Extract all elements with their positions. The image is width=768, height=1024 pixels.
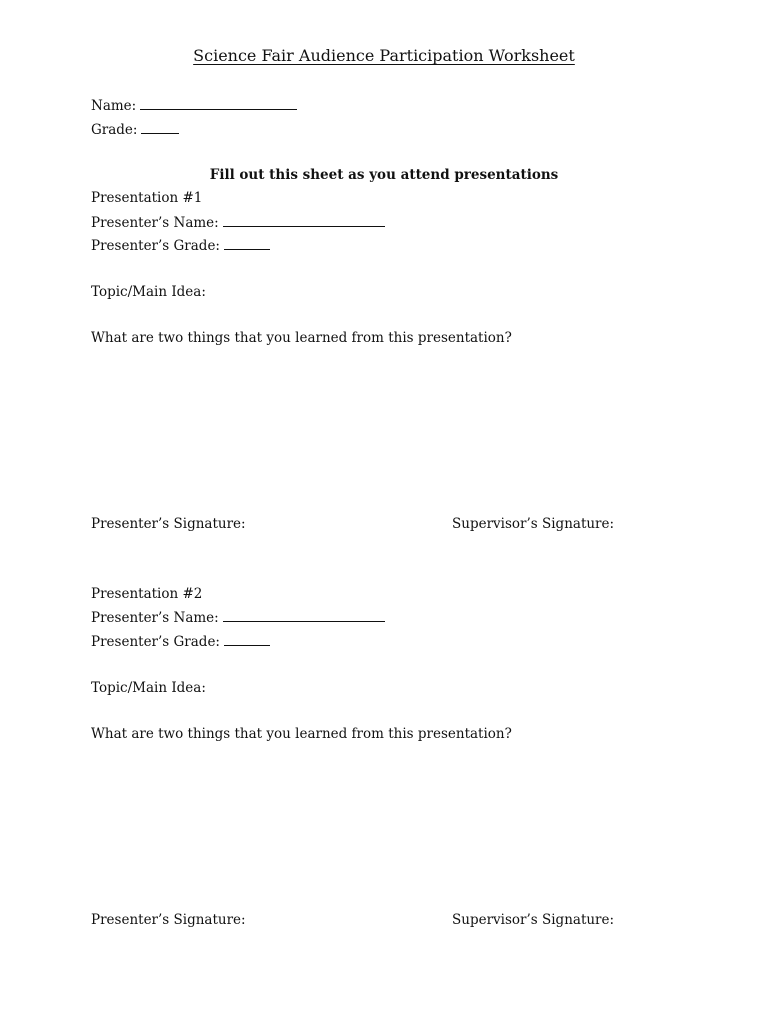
presentation-1-grade-row xyxy=(91,237,270,254)
student-name-label: Name: xyxy=(91,98,137,114)
presenter-grade-blank[interactable] xyxy=(224,633,270,646)
presentation-1-heading: Presentation #1 xyxy=(91,190,203,206)
student-name-blank[interactable] xyxy=(140,97,297,110)
presenter-grade-blank[interactable] xyxy=(224,237,270,250)
student-grade-label: Grade: xyxy=(91,122,138,138)
presentation-1-presenter-signature: Presenter’s Signature: xyxy=(91,516,246,532)
student-grade-row xyxy=(91,121,179,138)
student-grade-blank[interactable] xyxy=(141,121,179,134)
presentation-2-supervisor-signature: Supervisor’s Signature: xyxy=(452,912,615,928)
presentation-2-topic-label: Topic/Main Idea: xyxy=(91,680,206,696)
presentation-1-question: What are two things that you learned from this presentation? xyxy=(91,330,512,346)
presenter-grade-label: Presenter’s Grade: xyxy=(91,634,220,650)
presenter-name-blank[interactable] xyxy=(223,609,385,622)
presentation-2-grade-row xyxy=(91,633,270,650)
presentation-1-name-row xyxy=(91,214,385,231)
presenter-grade-label: Presenter’s Grade: xyxy=(91,238,220,254)
presentation-1-topic-label: Topic/Main Idea: xyxy=(91,284,206,300)
presentation-2-presenter-signature: Presenter’s Signature: xyxy=(91,912,246,928)
presenter-name-label: Presenter’s Name: xyxy=(91,215,219,231)
presentation-2-name-row xyxy=(91,609,385,626)
presenter-name-blank[interactable] xyxy=(223,214,385,227)
student-name-row xyxy=(91,97,297,114)
presentation-2-question: What are two things that you learned from this presentation? xyxy=(91,726,512,742)
presentation-2-heading: Presentation #2 xyxy=(91,586,203,602)
instructions: Fill out this sheet as you attend presentations xyxy=(209,167,559,183)
presenter-name-label: Presenter’s Name: xyxy=(91,610,219,626)
page-title: Science Fair Audience Participation Worksheet xyxy=(193,46,575,65)
presentation-1-supervisor-signature: Supervisor’s Signature: xyxy=(452,516,615,532)
